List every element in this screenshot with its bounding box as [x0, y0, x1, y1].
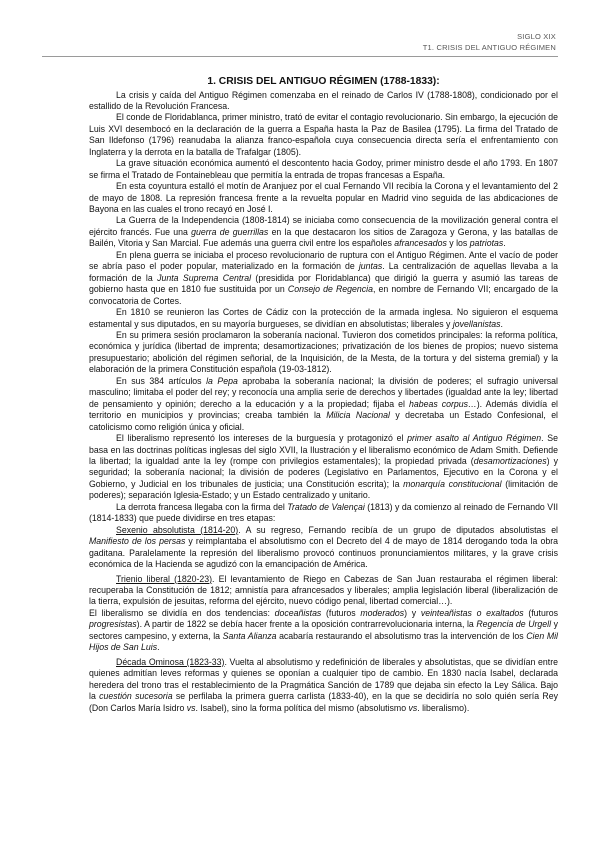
- stage-heading-decada: Década Ominosa (1823-33): [116, 656, 225, 667]
- running-header: [423, 31, 556, 53]
- paragraph-aranjuez: En esta coyuntura estalló el motín de Aranjuez por el cual Fernando VII recibía la Corona y el levantamiento del 2 de mayo de 1808. La represión francesa frente a la revuelta popular en Madrid vino seguida de las abdicaciones de Bayona en las cuales el trono recayó en José I.: [89, 181, 558, 215]
- header-divider: [42, 56, 558, 57]
- header-line-2: T1. CRISIS DEL ANTIGUO RÉGIMEN: [422, 43, 556, 52]
- paragraph-independencia: La Guerra de la Independencia (1808-1814) se iniciaba como consecuencia de la movilización general contra el ejército francés. Fue una guerra de guerrillas en la que destacaron los sitios de Zaragoza y Gerona, y las batallas de Bailén, Vitoria y San Marcial. Fue además una guerra civil entre los españoles afrancesados y los patriotas.: [89, 215, 559, 249]
- paragraph-juntas: En plena guerra se iniciaba el proceso revolucionario de ruptura con el Antiguo Régimen. Ante el vacío de poder se abría paso el poder popular, materializado en la formación de juntas. La centralización de aquellas llevaba a la formación de la Junta Suprema Central (presidida por Floridablanca) que dirigió la guerra y asumió las tareas de gobierno hasta que en 1810 fue sustituida por un Consejo de Regencia, en nombre de Fernando VII; encargado de la convocatoria de Cortes.: [89, 249, 558, 306]
- stage-heading-sexenio: Sexenio absolutista (1814-20): [116, 524, 239, 535]
- section-title: 1. CRISIS DEL ANTIGUO RÉGIMEN (1788-1833):: [207, 76, 440, 87]
- paragraph-liberalismo: El liberalismo representó los intereses de la burguesía y protagonizó el primer asalto al Antiguo Régimen. Se basa en las doctrinas políticas inglesas del siglo XVII, la Ilustración y el liberalismo económico de Adam Smith. Defiende la libertad; la igualdad ante la ley (rompe con privilegios estamentales); la propiedad privada (desamortizaciones) y seguridad; la soberanía nacional; la división de poderes (Legislativo en Parlamentos, Ejecutivo en la Corona y el Gobierno, y Judicial en los tribunales de justicia; una Constitución escrita); la monarquía constitucional (limitación de poderes); separación Iglesia-Estado; y un Estado centralizado y unitario.: [89, 433, 559, 501]
- paragraph-godoy: La grave situación económica aumentó el descontento hacia Godoy, primer ministro desde el año 1793. En 1807 se firma el Tratado de Fontainebleau que permitía la entrada de tropas francesas a España.: [89, 158, 558, 180]
- paragraph-sexenio: Sexenio absolutista (1814-20). A su regreso, Fernando recibía de un grupo de diputados absolutistas el Manifiesto de los persas y reimplantaba el absolutismo con el Decreto del 4 de mayo de 1814 derogando toda la obra gaditana. Paralelamente la represión del liberalismo provocó continuos pronunciamientos militares, y la grave crisis económica de la Hacienda se agudizó con la emancipación de América.: [89, 524, 559, 570]
- paragraph-tendencias: El liberalismo se dividía en dos tendencias: doceañistas (futuros moderados) y veinteañistas o exaltados (futuros progresistas). A partir de 1822 se debía hacer frente a la oposición contrarrevolucionaria interna, la Regencia de Urgell y sectores campesino, y externa, la Santa Alianza acabaría restaurando el absolutismo tras la intervención de los Cien Mil Hijos de San Luis.: [89, 607, 559, 653]
- paragraph-cortes-cadiz: En 1810 se reunieron las Cortes de Cádiz con la protección de la armada inglesa. No siguieron el esquema estamental y sus diputados, en su mayoría burgueses, se dividían en absolutistas; liberales y jovellanistas.: [89, 307, 558, 329]
- paragraph-intro: La crisis y caída del Antiguo Régimen comenzaba en el reinado de Carlos IV (1788-1808), condicionado por el estallido de la Revolución Francesa.: [89, 89, 558, 111]
- paragraph-decada-ominosa: Década Ominosa (1823-33). Vuelta al absolutismo y redefinición de liberales y absolutistas, que se dividían entre quienes admitían leves reformas y quienes se oponían a cualquier tipo de cambio. En 1830 nacía Isabel, declarada heredera del trono tras el restablecimiento de la Pragmática Sanción de 1789 que dejaba sin efecto la Ley Sálica. Bajo la cuestión sucesoria se perfilaba la primera guerra carlista (1833-40), en la que se decidiría no solo quién sería Rey (Don Carlos María Isidro vs. Isabel), sino la forma política del mismo (absolutismo vs. liberalismo).: [89, 656, 558, 713]
- paragraph-soberania: En su primera sesión proclamaron la soberanía nacional. Tuvieron dos cometidos principales: la reforma política, económica y jurídica (libertad de imprenta; desamortizaciones; privatización de los bienes de propios; nuevo sistema presupuestario; abolición del régimen señorial, de la Inquisición, de la Mesta, de la tortura y del sistema gremial) y la elaboración de la primera Constitución española (19-03-1812).: [89, 330, 558, 375]
- paragraph-floridablanca: El conde de Floridablanca, primer ministro, trató de evitar el contagio revolucionario. Sin embargo, la ejecución de Luis XVI desembocó en la declaración de la guerra a España hasta la Paz de Basilea (1795). La firma del Tratado de San Ildefonso (1796) reanudaba la alianza franco-española cuya consecuencia directa sería el enfrentamiento con Inglaterra y la derrota en la batalla de Trafalgar (1805).: [89, 112, 558, 157]
- stage-heading-trienio: Trienio liberal (1820-23): [116, 573, 213, 584]
- paragraph-trienio: Trienio liberal (1820-23). El levantamiento de Riego en Cabezas de San Juan restauraba el régimen liberal: recuperaba la Constitución de 1812; amnistía para afrancesados y liberales; amplia legislación liberal (liberalización de la tierra, expulsión de jesuitas, reforma del ejército, nuevo código penal, libertad comercial…).: [89, 573, 558, 607]
- paragraph-la-pepa: En sus 384 artículos la Pepa aprobaba la soberanía nacional; la división de poderes; el sufragio universal masculino; limitaba el poder del rey; y reconocía una amplia serie de derechos y libertades (igualdad ante la ley; libertad de pensamiento y opinión; derecho a la educación y a la propiedad; fijaba el habeas corpus…). Además dividía el territorio en municipios y provincias; creaba también la Milicia Nacional y decretaba un Estado Confesional, el catolicismo como religión única y oficial.: [89, 375, 559, 432]
- document-body: [89, 64, 558, 714]
- paragraph-valencai: La derrota francesa llegaba con la firma del Tratado de Valençai (1813) y da comienzo al reinado de Fernando VII (1814-1833) que puede dividirse en tres etapas:: [89, 501, 558, 524]
- header-line-1: SIGLO XIX: [517, 32, 556, 41]
